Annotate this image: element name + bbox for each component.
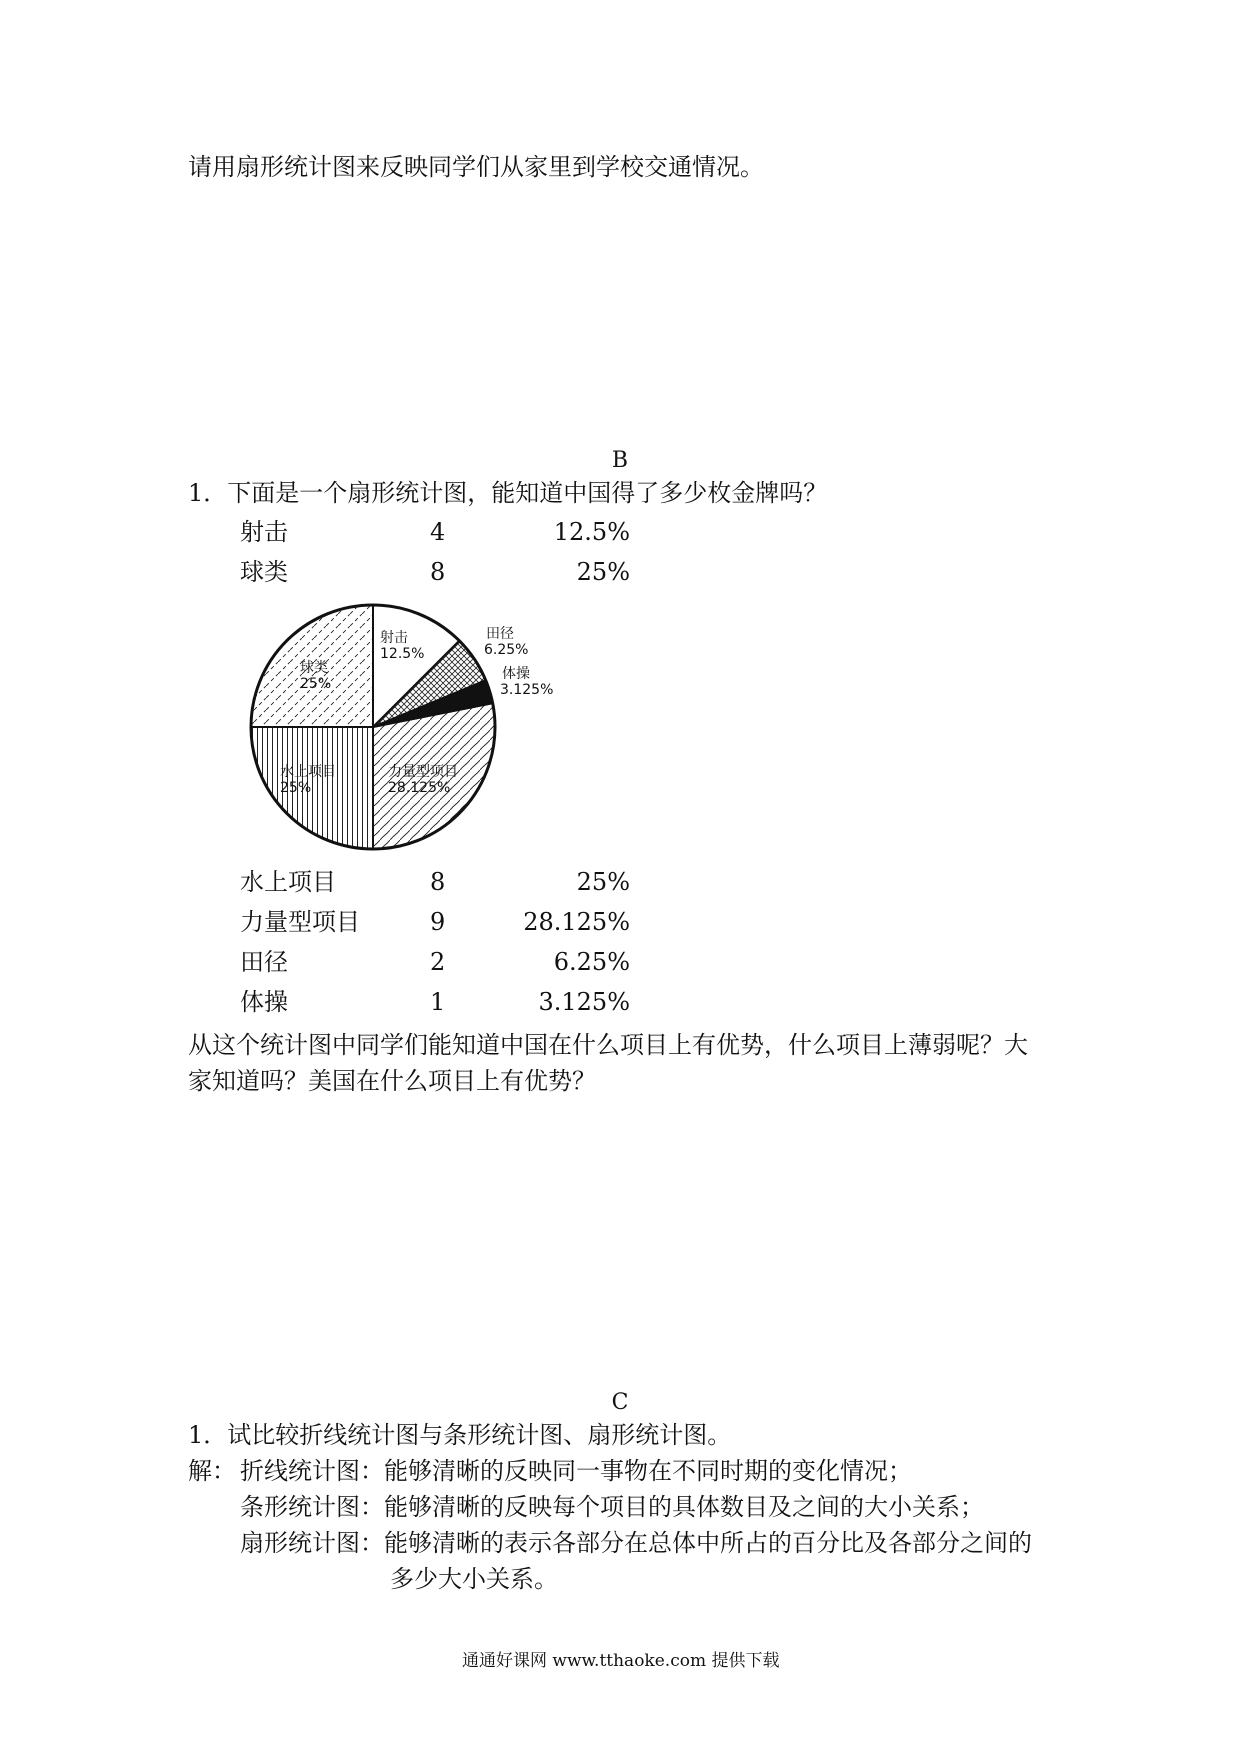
answer-continuation: 多少大小关系。 (390, 1565, 558, 1593)
slice-label: 球类 (300, 660, 328, 676)
row-count: 8 (430, 868, 446, 896)
follow-up-line-2: 家知道吗？美国在什么项目上有优势？ (188, 1067, 596, 1095)
section-c-label: C (611, 1390, 629, 1415)
section-c-question: 1．试比较折线统计图与条形统计图、扇形统计图。 (188, 1421, 732, 1449)
row-name: 球类 (240, 558, 288, 586)
answer-term: 折线统计图： (240, 1457, 384, 1485)
row-pct: 3.125% (538, 988, 630, 1016)
answer-desc: 能够清晰的表示各部分在总体中所占的百分比及各部分之间的 (384, 1529, 1032, 1557)
row-count: 8 (430, 558, 446, 586)
slice-value-label: 12.5% (380, 646, 425, 662)
section-b-label: B (611, 448, 629, 473)
answer-desc: 能够清晰的反映同一事物在不同时期的变化情况； (384, 1457, 912, 1485)
slice-label: 力量型项目 (388, 764, 458, 780)
row-name: 射击 (240, 518, 288, 546)
slice-label: 田径 (486, 626, 514, 642)
slice-value-label: 25% (280, 780, 312, 796)
table-row (240, 866, 640, 898)
slice-label: 体操 (502, 666, 530, 682)
slice-value-label: 6.25% (484, 642, 529, 658)
table-row (240, 986, 640, 1018)
table-row (240, 906, 640, 938)
table-row (240, 946, 640, 978)
table-row (240, 556, 640, 588)
row-pct: 25% (576, 558, 630, 586)
intro-text: 请用扇形统计图来反映同学们从家里到学校交通情况。 (188, 153, 764, 181)
row-pct: 6.25% (553, 948, 630, 976)
row-name: 力量型项目 (240, 908, 360, 936)
row-count: 4 (430, 518, 446, 546)
row-pct: 28.125% (523, 908, 630, 936)
slice-value-label: 3.125% (500, 682, 554, 698)
answer-term: 条形统计图： (240, 1493, 384, 1521)
row-pct: 25% (576, 868, 630, 896)
row-count: 2 (430, 948, 446, 976)
answer-prefix: 解： (188, 1457, 236, 1485)
pie-chart (230, 590, 570, 860)
section-b-question: 1．下面是一个扇形统计图，能知道中国得了多少枚金牌吗？ (188, 479, 828, 507)
slice-label: 射击 (380, 630, 408, 646)
answer-desc: 能够清晰的反映每个项目的具体数目及之间的大小关系； (384, 1493, 984, 1521)
pie-slice (251, 727, 373, 849)
table-row (240, 516, 640, 548)
row-name: 田径 (240, 948, 288, 976)
row-name: 水上项目 (240, 868, 336, 896)
row-count: 9 (430, 908, 446, 936)
answer-term: 扇形统计图： (240, 1529, 384, 1557)
footer-text: 通通好课网 www.tthaoke.com 提供下载 (462, 1651, 780, 1671)
slice-value-label: 25% (300, 676, 332, 692)
slice-label: 水上项目 (280, 764, 336, 780)
row-pct: 12.5% (553, 518, 630, 546)
row-name: 体操 (240, 988, 288, 1016)
slice-value-label: 28.125% (388, 780, 451, 796)
follow-up-line-1: 从这个统计图中同学们能知道中国在什么项目上有优势，什么项目上薄弱呢？大 (188, 1031, 1028, 1059)
row-count: 1 (430, 988, 446, 1016)
